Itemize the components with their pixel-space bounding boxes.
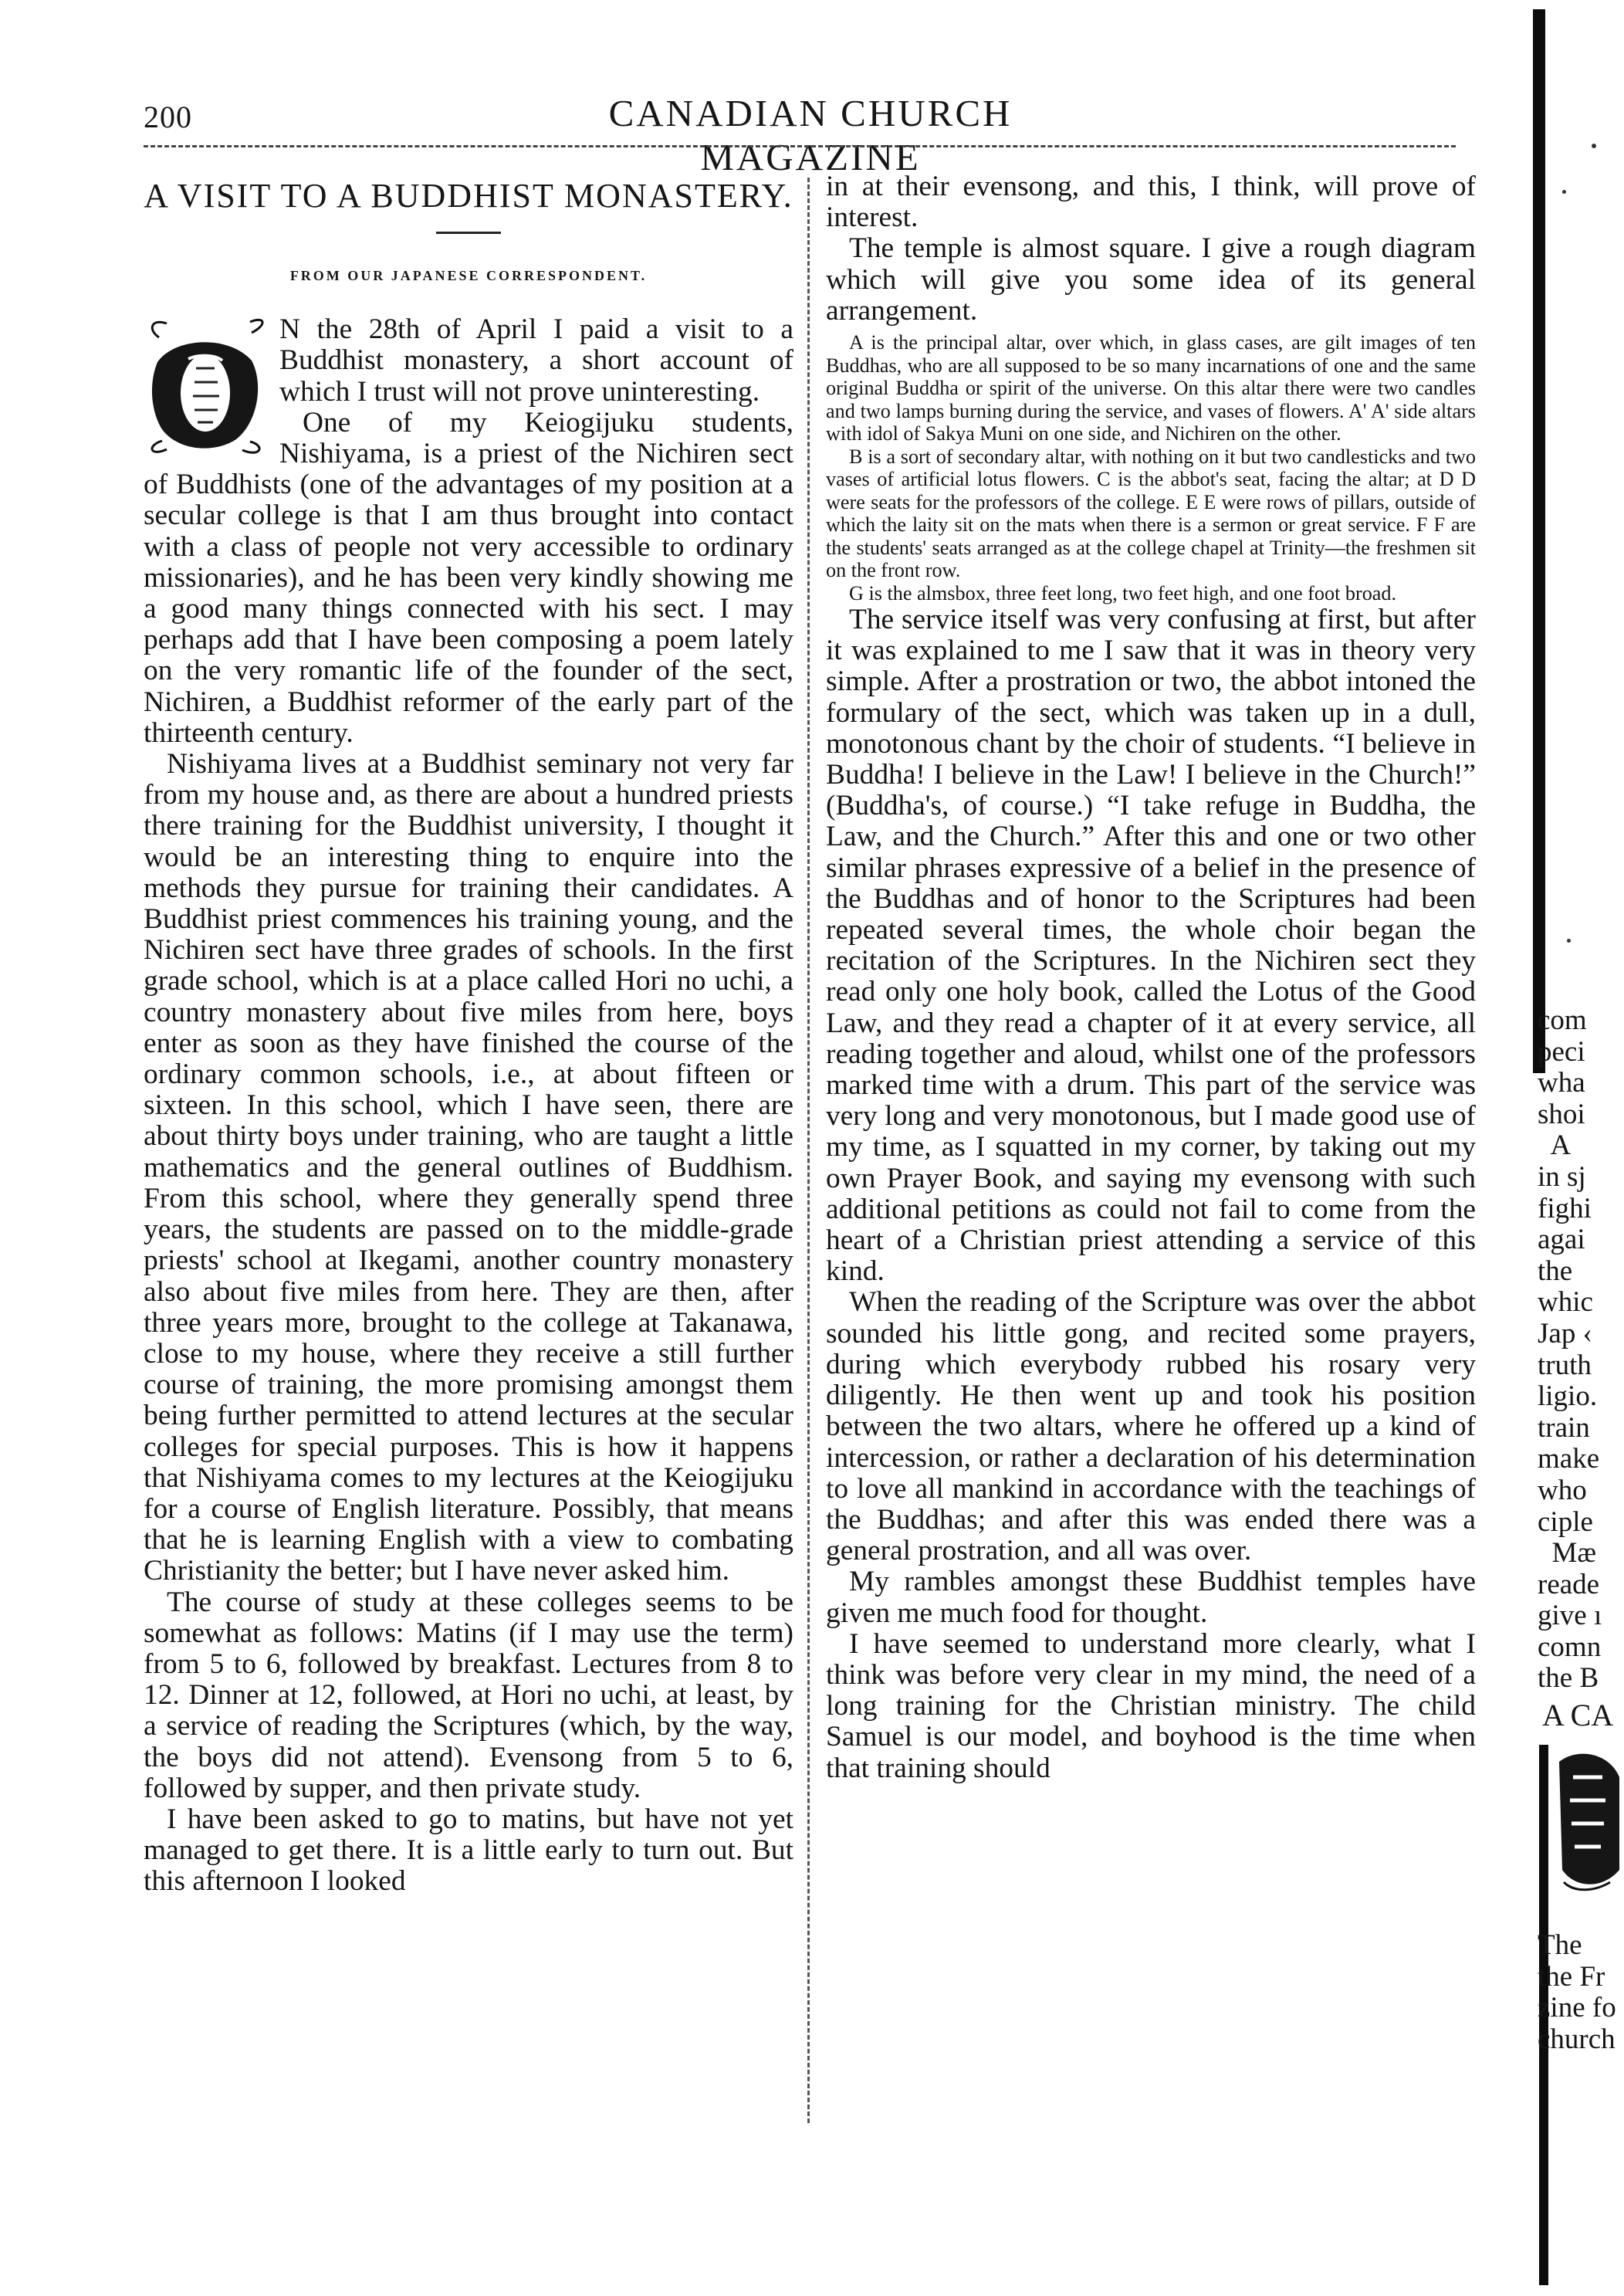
running-head: CANADIAN CHURCH MAGAZINE — [608, 92, 1013, 178]
scan-speck — [1567, 939, 1571, 943]
article-paragraph: in at their evensong, and this, I think, will prove of interest. — [826, 171, 1476, 234]
diagram-note: G is the almsbox, three feet long, two feet high, and one foot broad. — [849, 581, 1397, 604]
article-paragraph: One of my Keiogijuku students, Nishiyama, is a priest of the Nichiren sect of Buddhists (one of the advantages of my position at a secular college is that I am thus brought into contact with a class of people not very accessible to ordinary missionaries), and he has been very kindly showing me a good many things connected with his sect. I may perhaps add that I have been composing a poem lately on the very romantic life of the founder of the sect, Nichiren, a Buddhist reformer of the early part of the thirteenth century. — [144, 406, 793, 749]
article-paragraph: My rambles amongst these Buddhist temples have given me much food for thought. — [826, 1566, 1476, 1629]
adjacent-page-heading: A CA — [1542, 1698, 1614, 1732]
article-paragraph — [144, 314, 793, 408]
article-paragraph: I have seemed to understand more clearly, what I think was before very clear in my mind, the need of a long training for the Christian ministry. The child Samuel is our model, and boyhood is the time when that training should — [826, 1627, 1476, 1784]
article-paragraph: I have been asked to go to matins, but have not yet managed to get there. It is a little early to turn out. But this afternoon I looked — [144, 1803, 793, 1898]
adjacent-drop-cap-ornament — [1556, 1746, 1622, 1893]
adjacent-page-text-lower: The the Fr zine fo church — [1538, 1930, 1616, 2055]
column-divider — [807, 178, 810, 2123]
diagram-note: B is a sort of secondary altar, with nothing on it but two candlesticks and two vases of artificial lotus flowers. C is the abbot's seat, facing the altar; at D D were seats for the professors of the college. E E were rows of pillars, outside of which the laity sit on the mats when there is a sermon or great service. F F are the students' seats arranged as at the college chapel at Trinity—the freshmen sit on the front row. — [826, 445, 1476, 582]
article-title: A VISIT TO A BUDDHIST MONASTERY. — [144, 177, 793, 215]
article-paragraph: When the reading of the Scripture was over the abbot sounded his little gong, and recited some prayers, during which everybody rubbed his rosary very diligently. He then went up and took his position between the two altars, where he offered up a kind of intercession, or rather a declaration of his determination to love all mankind in accordance with the teachings of the Buddhas; and after this was ended there was a general prostration, and all was over. — [826, 1286, 1476, 1567]
adjacent-page-text: com peci wha shoi A in sj fighi agai the whic Jap ‹ truth ligio. train make who ciple Mæ reade give ı comn the B — [1538, 1005, 1602, 1695]
header-rule — [144, 145, 1456, 147]
drop-cap-letter: O — [145, 333, 146, 334]
right-column — [826, 171, 1476, 1784]
drop-cap-ornament — [144, 314, 272, 461]
title-rule — [436, 232, 501, 234]
left-column — [144, 171, 793, 1898]
byline: FROM OUR JAPANESE CORRESPONDENT. — [289, 268, 648, 283]
scan-speck — [1562, 190, 1566, 194]
article-paragraph: The temple is almost square. I give a rough diagram which will give you some idea of its general arrangement. — [826, 232, 1476, 327]
binding-shadow — [1533, 9, 1545, 1073]
diagram-note: A is the principal altar, over which, in glass cases, are gilt images of ten Buddhas, who are all supposed to be so many incarnations of one and the same original Buddha or spirit of the universe. On this altar there were two candles and two lamps burning during the service, and vases of flowers. A' A' side altars with idol of Sakya Muni on one side, and Nichiren on the other. — [826, 331, 1476, 445]
article-paragraph: The course of study at these colleges seems to be somewhat as follows: Matins (if I may use the term) from 5 to 6, followed by breakfast. Lectures from 8 to 12. Dinner at 12, followed, at Hori no uchi, at least, by a service of reading the Scriptures (which, by the way, the boys did not attend). Evensong from 5 to 6, followed by supper, and then private study. — [144, 1586, 793, 1804]
article-paragraph: The service itself was very confusing at first, but after it was explained to me I saw that it was in theory very simple. After a prostration or two, the abbot intoned the formulary of the sect, which was taken up in a dull, monotonous chant by the choir of students. “I believe in Buddha! I believe in the Law! I believe in the Church!” (Buddha's, of course.) “I take refuge in Buddha, the Law, and the Church.” After this and one or two other similar phrases expressive of a belief in the presence of the Buddhas and of honor to the Scriptures had been repeated several times, the whole choir began the recitation of the Scriptures. In the Nichiren sect they read only one holy book, called the Lotus of the Good Law, and they read a chapter of it at every service, all reading together and aloud, whilst one of the professors marked time with a drum. This part of the service was very long and very monotonous, but I made good use of my time, as I squatted in my corner, by taking out my own Prayer Book, and saying my evensong with such additional petitions as could not fail to come from the heart of a Christian priest attending a service of this kind. — [826, 604, 1476, 1288]
article-text: N the 28th of April I paid a visit to a Buddhist monastery, a short account of which I trust will not prove uninteresting. — [279, 313, 793, 408]
article-paragraph: Nishiyama lives at a Buddhist seminary not very far from my house and, as there are about a hundred priests there training for the Buddhist university, I thought it would be an interesting thing to enquire into the methods they pursue for training their candidates. A Buddhist priest commences his training young, and the Nichiren sect have three grades of schools. In the first grade school, which is at a place called Hori no uchi, a country monastery about five miles from here, boys enter as soon as they have finished the course of the ordinary common schools, i.e., at about fifteen or sixteen. In this school, which I have seen, there are about thirty boys under training, who are taught a little mathematics and the general outlines of Buddhism. From this school, where they generally spend three years, the students are passed on to the middle-grade priests' school at Ikegami, another country monastery also about five miles from here. They are then, after three years more, brought to the college at Takanawa, close to my house, where they receive a still further course of training, the more promising amongst them being further permitted to attend lectures at the secular colleges for special purposes. This is how it happens that Nishiyama comes to my lectures at the Keiogijuku for a course of English literature. Possibly, that means that he is learning English with a view to combating Christianity the better; but I have never asked him. — [144, 748, 793, 1587]
scan-speck — [1592, 144, 1596, 148]
page-number: 200 — [144, 100, 192, 134]
